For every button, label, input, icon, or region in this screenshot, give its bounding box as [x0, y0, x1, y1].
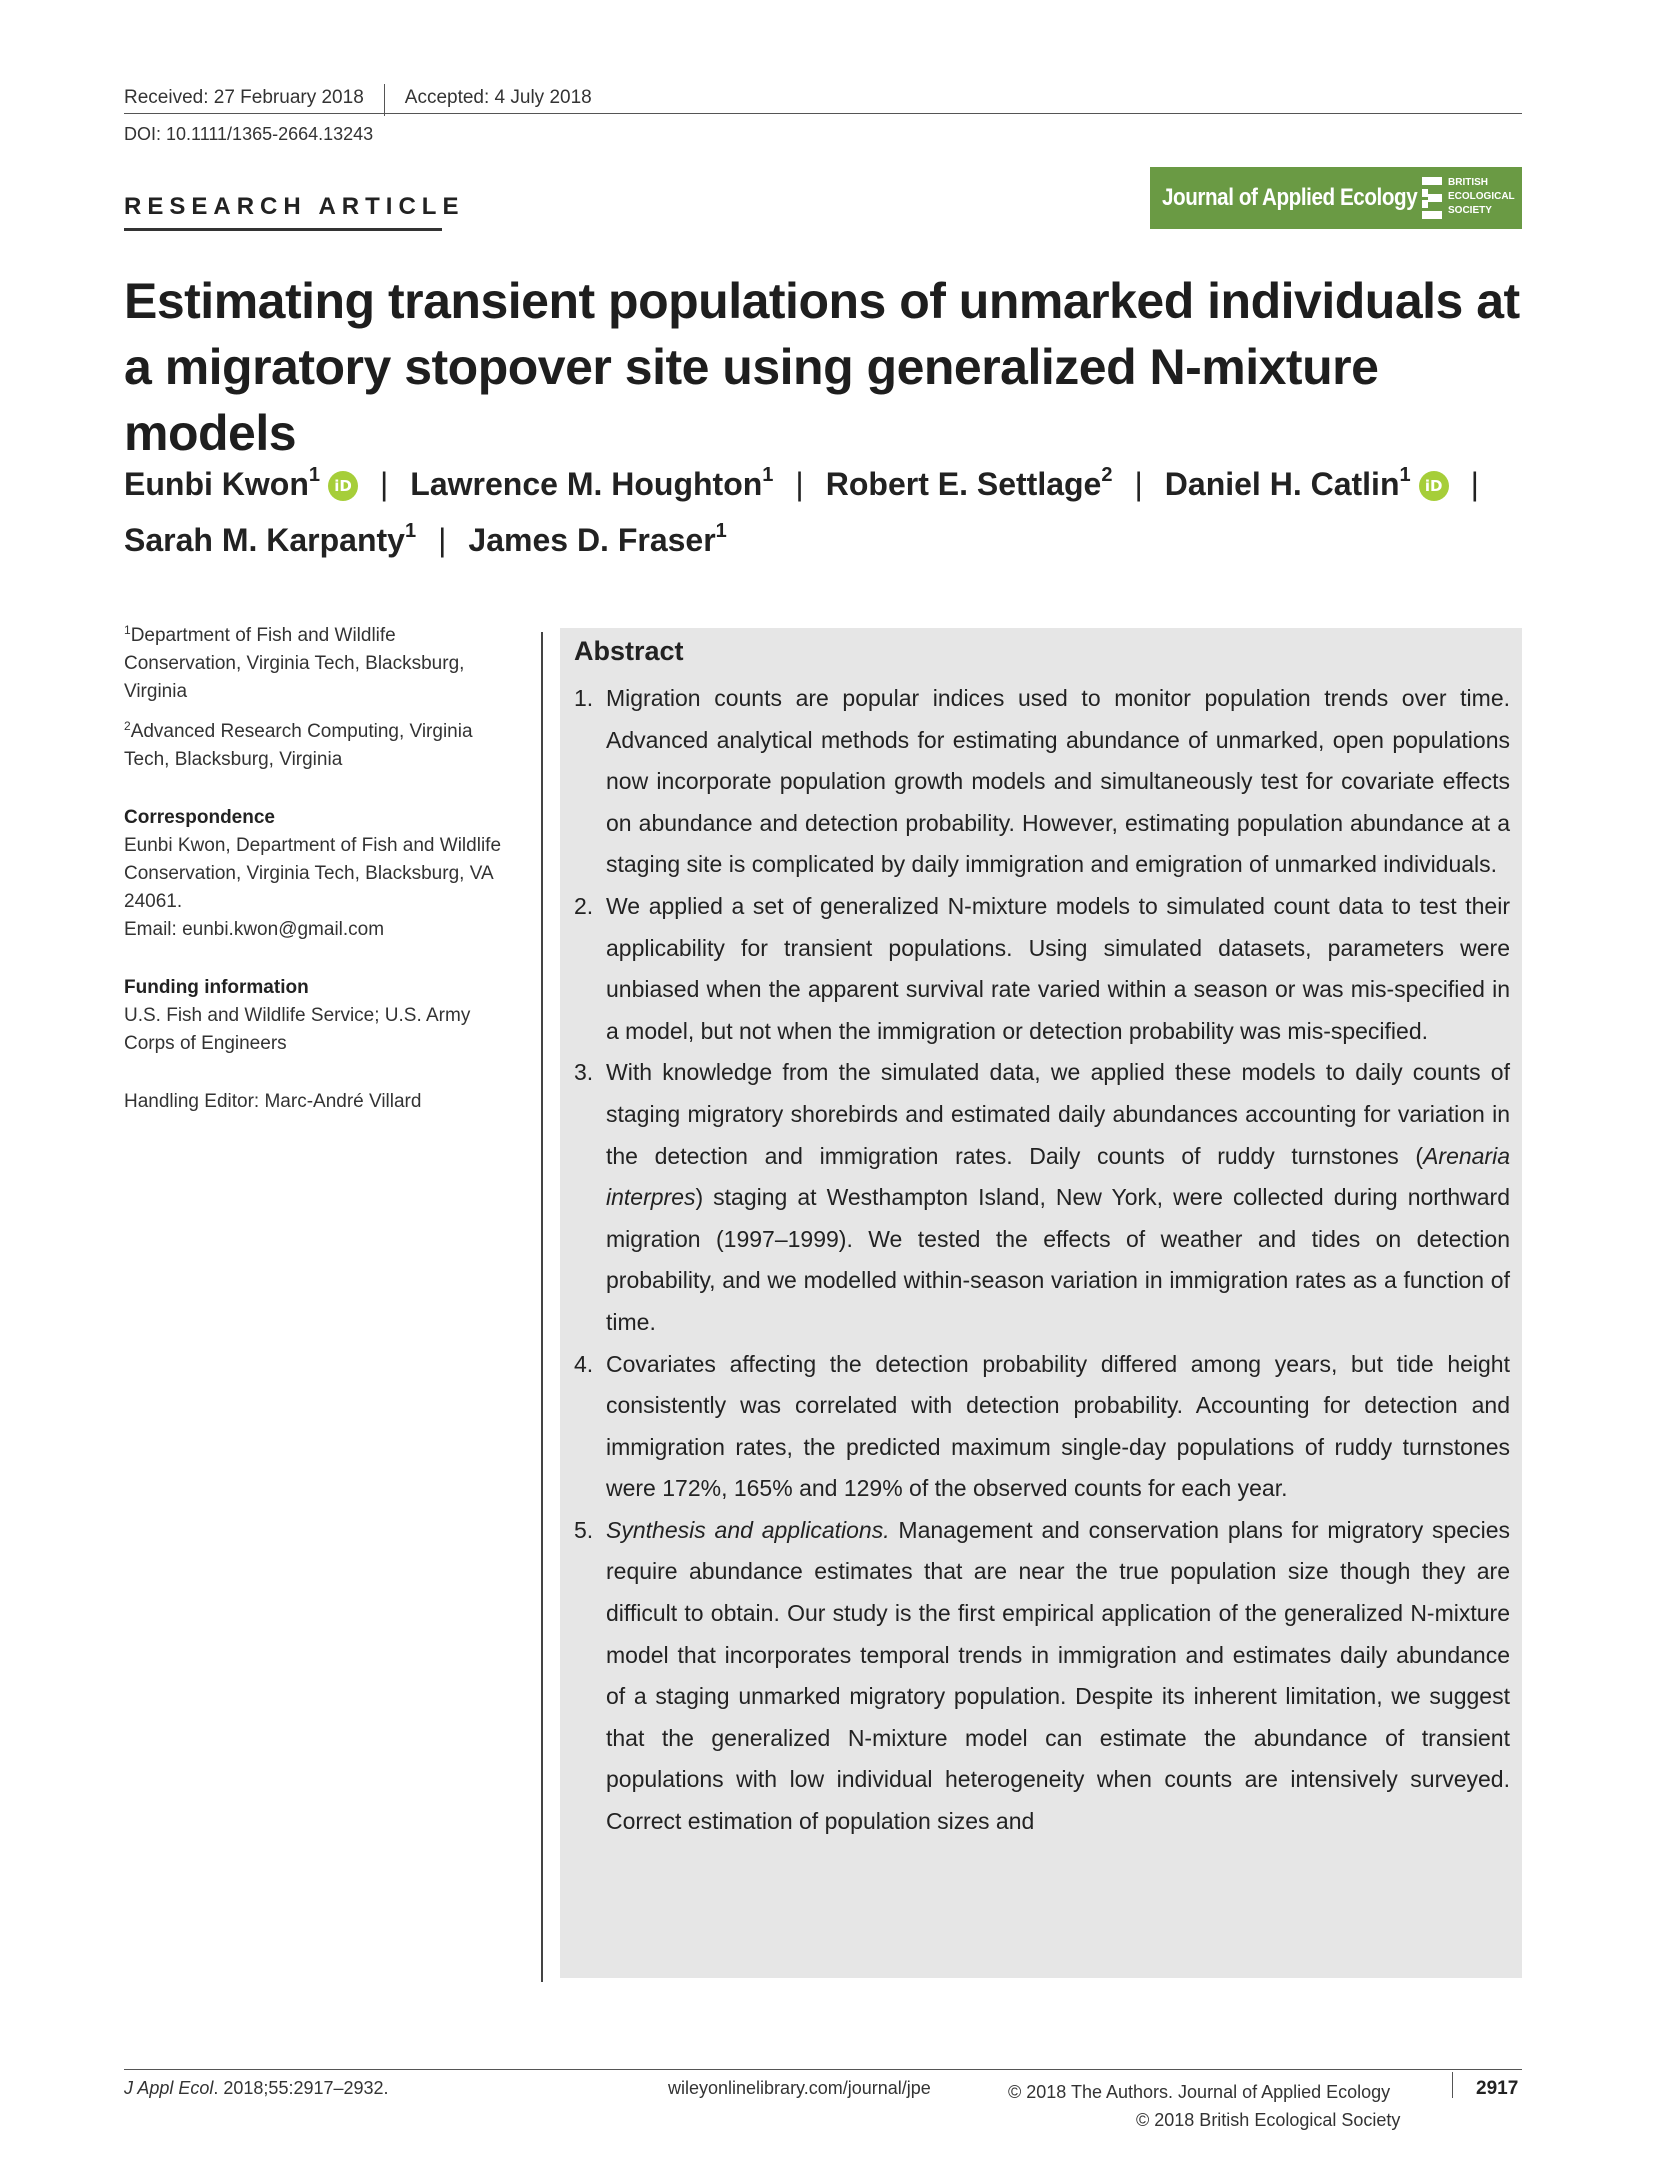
- footer-rule: [124, 2069, 1522, 2070]
- received-date: Received: 27 February 2018: [124, 87, 364, 108]
- author: Robert E. Settlage$^2$: [825, 464, 1113, 502]
- doi: DOI: 10.1111/1365-2664.13243: [124, 124, 374, 144]
- affiliation: $^1$Department of Fish and Wildlife Conservation, Virginia Tech, Blacksburg, Virginia: [124, 623, 465, 702]
- orcid-icon[interactable]: iD: [1419, 471, 1449, 501]
- author: Lawrence M. Houghton$^1$: [410, 464, 774, 502]
- page-number: 2917: [1476, 2078, 1519, 2099]
- correspondence-heading: Correspondence: [124, 807, 275, 828]
- abstract-heading: Abstract: [574, 636, 684, 666]
- author-list: Eunbi Kwon$^1$ iD | Lawrence M. Houghton$^1$ | Robert E. Settlage$^2$ | Daniel H. Catlin$^1$ iD | Sarah M. Karpanty$^1$ | James D. Fraser$^1$: [124, 464, 1479, 558]
- affiliation: $^2$Advanced Research Computing, Virginia Tech, Blacksburg, Virginia: [124, 719, 473, 770]
- article-type: RESEARCH ARTICLE: [124, 193, 465, 220]
- society-name: BRITISH ECOLOGICAL SOCIETY: [1448, 177, 1515, 216]
- funding-text: U.S. Fish and Wildlife Service; U.S. Army Corps of Engineers: [124, 1005, 471, 1054]
- journal-name: Journal of Applied Ecology: [1162, 184, 1418, 211]
- correspondence-email[interactable]: Email: eunbi.kwon@gmail.com: [124, 919, 385, 940]
- footer-divider: [1452, 2072, 1453, 2098]
- abstract-side-rule: [541, 632, 543, 1982]
- article-title: Estimating transient populations of unmarked individuals at a migratory stopover site using generalized N-mixture models: [124, 273, 1520, 461]
- accepted-date: Accepted: 4 July 2018: [404, 87, 592, 108]
- header-rule: [124, 113, 1522, 114]
- funding-heading: Funding information: [124, 977, 309, 998]
- date-divider: [384, 84, 385, 116]
- author: Sarah M. Karpanty$^1$: [124, 520, 417, 558]
- abstract-item: 2. We applied a set of generalized N-mixture models to simulated count data to test their applicability for transient populations. Using simulated datasets, parameters were unbiased when the apparent survival rate varied within a season or was mis-specified in a model, but not when the immigration or detection probability was mis-specified.: [574, 892, 1510, 1044]
- author: James D. Fraser$^1$: [468, 520, 727, 558]
- abstract-item: 4. Covariates affecting the detection probability differed among years, but tide height consistently was correlated with detection probability. Accounting for detection and immigration rates, the predicted maximum single-day populations of ruddy turnstones were 172%, 165% and 129% of the observed counts for each year.: [574, 1350, 1510, 1502]
- abstract-item: 5. Synthesis and applications. Management and conservation plans for migratory species require abundance estimates that are near the true population size though they are difficult to obtain. Our study is the first empirical application of the generalized N-mixture model that incorporates temporal trends in immigration and estimates daily abundance of a staging unmarked migratory population. Despite its inherent limitation, we suggest that the generalized N-mixture model can estimate the abundance of transient populations with low individual heterogeneity when counts are intensively surveyed. Correct estimation of population sizes and: [574, 1516, 1510, 1835]
- footer-citation: J Appl Ecol. 2018;55:2917–2932.: [124, 2078, 389, 2098]
- species-name: Arenaria interpres: [606, 1142, 1510, 1211]
- author: Daniel H. Catlin$^1$ iD: [1165, 466, 1449, 502]
- handling-editor: Handling Editor: Marc-André Villard: [124, 1091, 422, 1112]
- abstract-item: 3. With knowledge from the simulated data, we applied these models to daily counts of staging migratory shorebirds and estimated daily abundances accounting for variation in the detection and immigration rates. Daily counts of ruddy turnstones (Arenaria interpres) staging at Westhampton Island, New York, were collected during northward migration (1997–1999). We tested the effects of weather and tides on detection probability, and we modelled within-season variation in immigration rates as a function of time.: [574, 1059, 1510, 1335]
- journal-url[interactable]: wileyonlinelibrary.com/journal/jpe: [668, 2078, 931, 2098]
- orcid-icon[interactable]: iD: [328, 471, 358, 501]
- abstract-list: [574, 678, 1510, 1843]
- synthesis-lead: Synthesis and applications.: [606, 1516, 890, 1543]
- bes-logo-icon: [1422, 177, 1442, 219]
- correspondence-address: Eunbi Kwon, Department of Fish and Wildlife Conservation, Virginia Tech, Blacksburg, VA 24061.: [124, 835, 502, 912]
- article-type-underline: [124, 228, 442, 231]
- article-dates: [124, 82, 592, 114]
- abstract-item: 1. Migration counts are popular indices used to monitor population trends over time. Advanced analytical methods for estimating abundance of unmarked, open populations now incorporate population growth models and simultaneously test for covariate effects on abundance and detection probability. However, estimating population abundance at a staging site is complicated by daily immigration and emigration of unmarked individuals.: [574, 685, 1510, 878]
- journal-logo: [1150, 167, 1522, 229]
- footer-copyright: © 2018 The Authors. Journal of Applied Ecology © 2018 British Ecological Society: [1008, 2082, 1401, 2130]
- author: Eunbi Kwon$^1$ iD: [124, 466, 358, 502]
- article-info-column: [124, 622, 504, 1116]
